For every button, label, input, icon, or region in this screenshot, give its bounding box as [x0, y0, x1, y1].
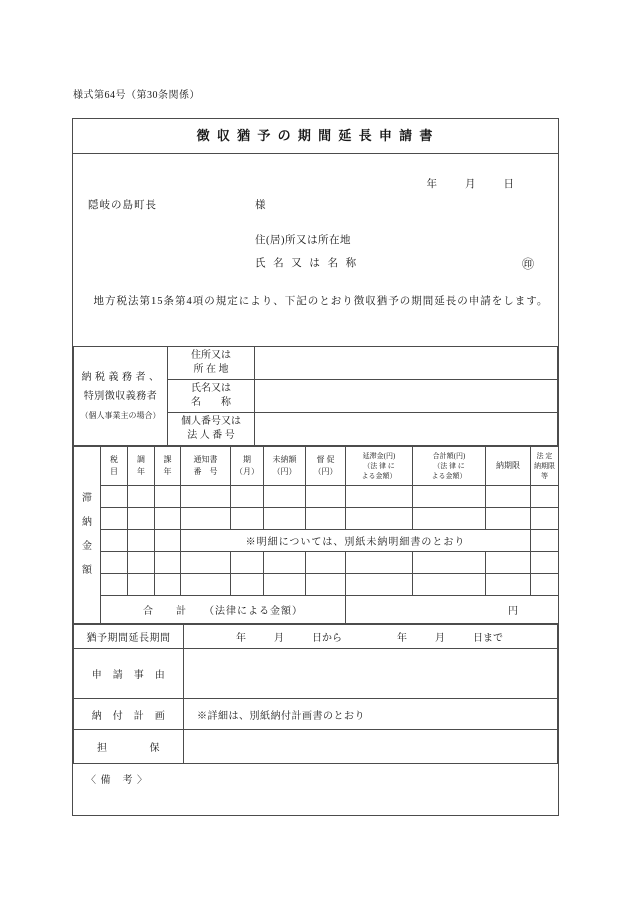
side-label-char: 納 [82, 517, 92, 528]
taxpayer-group-label-line2: 特別徴収義務者 [83, 390, 158, 402]
label-line: 法 人 番 号 [187, 430, 235, 441]
collateral-label: 担 保 [74, 730, 184, 764]
arrears-data-row [74, 574, 559, 596]
remarks-label: 〈 備 考 〉 [86, 775, 148, 786]
arrears-cell[interactable] [264, 508, 306, 530]
arrears-cell[interactable] [413, 486, 486, 508]
header-line: 延滞金(円) [362, 452, 396, 460]
col-header-period-month [231, 447, 264, 486]
arrears-cell[interactable] [346, 552, 413, 574]
date-day-label: 日 [503, 179, 514, 190]
arrears-header-row [74, 447, 559, 486]
reason-label: 申 請 事 由 [74, 649, 184, 699]
side-label-char: 額 [82, 565, 92, 576]
arrears-cell[interactable] [346, 486, 413, 508]
arrears-note-row [74, 530, 559, 552]
label-line: 個人番号又は [181, 416, 241, 427]
arrears-detail-note: ※明細については、別紙未納明細書のとおり [181, 530, 531, 552]
date-month-label: 月 [465, 179, 476, 190]
applicant-name-label: 氏 名 又 は 名 称 [255, 258, 359, 269]
arrears-cell[interactable] [531, 552, 559, 574]
col-header-due-date [486, 447, 531, 486]
period-year-to: 年 [397, 633, 407, 644]
side-label-char: 金 [82, 541, 92, 552]
arrears-cell[interactable] [155, 486, 181, 508]
arrears-cell[interactable] [101, 530, 128, 552]
col-header-levy-year [155, 447, 181, 486]
arrears-cell[interactable] [181, 508, 231, 530]
arrears-cell[interactable] [231, 552, 264, 574]
arrears-cell[interactable] [413, 574, 486, 596]
header-line: 年 [163, 467, 172, 476]
arrears-cell[interactable] [346, 508, 413, 530]
arrears-cell[interactable] [128, 508, 155, 530]
header-line: 等 [541, 472, 548, 480]
header-line: 年 [137, 467, 145, 476]
col-header-demand-fee [306, 447, 346, 486]
reason-input-cell[interactable] [184, 649, 558, 699]
header-line: 法 定 [536, 452, 553, 460]
plan-note: ※詳細は、別紙納付計画書のとおり [184, 699, 558, 730]
taxpayer-address-input-cell[interactable] [255, 347, 558, 380]
arrears-cell[interactable] [413, 552, 486, 574]
arrears-cell[interactable] [264, 486, 306, 508]
arrears-cell[interactable] [231, 574, 264, 596]
label-line: 氏名又は [191, 383, 231, 394]
application-statement: 地方税法第15条第4項の規定により、下記のとおり徴収猶予の期間延長の申請をします。 [82, 296, 549, 307]
header-line: （法 律 に [433, 462, 465, 470]
label-line: 住所又は [191, 350, 231, 361]
taxpayer-group-label [74, 347, 168, 446]
collateral-row [74, 730, 558, 764]
taxpayer-number-input-cell[interactable] [255, 413, 558, 446]
period-month-from: 月 [274, 633, 284, 644]
col-header-notice-number [181, 447, 231, 486]
arrears-cell[interactable] [306, 508, 346, 530]
arrears-cell[interactable] [531, 486, 559, 508]
form-code: 様式第64号（第30条関係） [73, 90, 200, 101]
collateral-input-cell[interactable] [184, 730, 558, 764]
arrears-cell[interactable] [181, 486, 231, 508]
header-line: 通知書 [193, 455, 218, 464]
yen-unit-label: 円 [508, 606, 518, 617]
honorific: 様 [255, 200, 266, 211]
arrears-cell[interactable] [155, 508, 181, 530]
arrears-cell[interactable] [155, 552, 181, 574]
form-header-section [73, 154, 558, 346]
arrears-cell[interactable] [486, 486, 531, 508]
arrears-data-row [74, 486, 559, 508]
header-line: 督 促 [316, 455, 335, 464]
taxpayer-address-label [168, 347, 255, 380]
arrears-cell[interactable] [128, 574, 155, 596]
arrears-cell[interactable] [486, 508, 531, 530]
arrears-cell[interactable] [231, 486, 264, 508]
header-line: （円） [313, 467, 338, 476]
arrears-table [73, 446, 559, 624]
arrears-cell[interactable] [128, 486, 155, 508]
arrears-cell[interactable] [486, 552, 531, 574]
arrears-total-row [74, 596, 559, 624]
header-line: 番 号 [193, 467, 218, 476]
arrears-cell[interactable] [486, 574, 531, 596]
arrears-cell[interactable] [181, 552, 231, 574]
header-line: 課 [163, 455, 172, 464]
taxpayer-group-label-line1: 納 税 義 務 者 、 [81, 371, 160, 383]
taxpayer-number-label [168, 413, 255, 446]
col-header-total-amount [413, 447, 486, 486]
arrears-cell[interactable] [264, 552, 306, 574]
arrears-cell[interactable] [531, 574, 559, 596]
application-reason-row [74, 649, 558, 699]
header-line: （月） [235, 467, 259, 476]
header-line: （円） [272, 467, 297, 476]
header-line: 納期限 [496, 461, 520, 470]
remarks-section[interactable] [73, 764, 558, 818]
arrears-data-row [74, 508, 559, 530]
arrears-cell[interactable] [155, 530, 181, 552]
taxpayer-name-label [168, 380, 255, 413]
col-header-statutory-due-date [531, 447, 559, 486]
arrears-cell[interactable] [101, 486, 128, 508]
header-line: よる金額） [431, 472, 467, 480]
header-line: 納期限 [534, 462, 555, 470]
arrears-cell[interactable] [101, 508, 128, 530]
arrears-data-row [74, 552, 559, 574]
header-line: よる金額） [361, 472, 397, 480]
header-line: 合計額(円) [432, 452, 466, 460]
col-header-tax-item [101, 447, 128, 486]
label-line: 所 在 地 [193, 364, 229, 375]
header-line: 調 [137, 455, 145, 464]
header-line: 未納額 [272, 455, 297, 464]
header-line: 期 [243, 455, 251, 464]
period-year-from: 年 [236, 633, 246, 644]
seal-mark: ㊞ [522, 257, 535, 271]
arrears-cell[interactable] [413, 508, 486, 530]
taxpayer-group-label-line3: （個人事業主の場合） [80, 410, 161, 420]
deferment-extension-period-row [74, 625, 558, 649]
arrears-cell[interactable] [531, 530, 559, 552]
arrears-cell[interactable] [181, 574, 231, 596]
label-line: 名 称 [191, 397, 231, 408]
col-header-unpaid-amount [264, 447, 306, 486]
period-label: 猶予期間延長期間 [74, 625, 184, 649]
arrears-cell[interactable] [101, 552, 128, 574]
total-label: 合 計 （法律による金額） [101, 596, 346, 624]
applicant-address-label: 住(居)所又は所在地 [255, 235, 351, 246]
arrears-cell[interactable] [306, 552, 346, 574]
period-day-from: 日から [312, 633, 342, 644]
arrears-cell[interactable] [101, 574, 128, 596]
arrears-cell[interactable] [346, 574, 413, 596]
header-line: （法 律 に [363, 462, 395, 470]
arrears-cell[interactable] [306, 574, 346, 596]
arrears-cell[interactable] [231, 508, 264, 530]
arrears-cell[interactable] [128, 530, 155, 552]
form-title: 徴 収 猶 予 の 期 間 延 長 申 請 書 [73, 119, 558, 154]
arrears-cell[interactable] [306, 486, 346, 508]
header-line: 税 [110, 455, 118, 464]
bottom-table [73, 624, 558, 764]
form-box [72, 118, 559, 816]
period-parts [184, 629, 557, 644]
period-month-to: 月 [435, 633, 445, 644]
arrears-cell[interactable] [128, 552, 155, 574]
addressee: 隠岐の島町長 [88, 200, 157, 211]
header-line: 目 [110, 467, 118, 476]
arrears-cell[interactable] [264, 574, 306, 596]
date-line [427, 176, 515, 191]
col-header-delinquency-charge [346, 447, 413, 486]
side-label-char: 滞 [82, 493, 92, 504]
arrears-side-label [74, 447, 101, 624]
plan-label: 納 付 計 画 [74, 699, 184, 730]
payment-plan-row [74, 699, 558, 730]
table-row [74, 347, 558, 380]
period-day-to: 日まで [473, 633, 503, 644]
period-input-cell[interactable] [184, 625, 558, 649]
taxpayer-name-input-cell[interactable] [255, 380, 558, 413]
arrears-cell[interactable] [531, 508, 559, 530]
total-amount-cell[interactable] [346, 596, 559, 624]
arrears-cell[interactable] [155, 574, 181, 596]
taxpayer-table [73, 346, 558, 446]
col-header-adjustment-year [128, 447, 155, 486]
date-year-label: 年 [426, 179, 437, 190]
